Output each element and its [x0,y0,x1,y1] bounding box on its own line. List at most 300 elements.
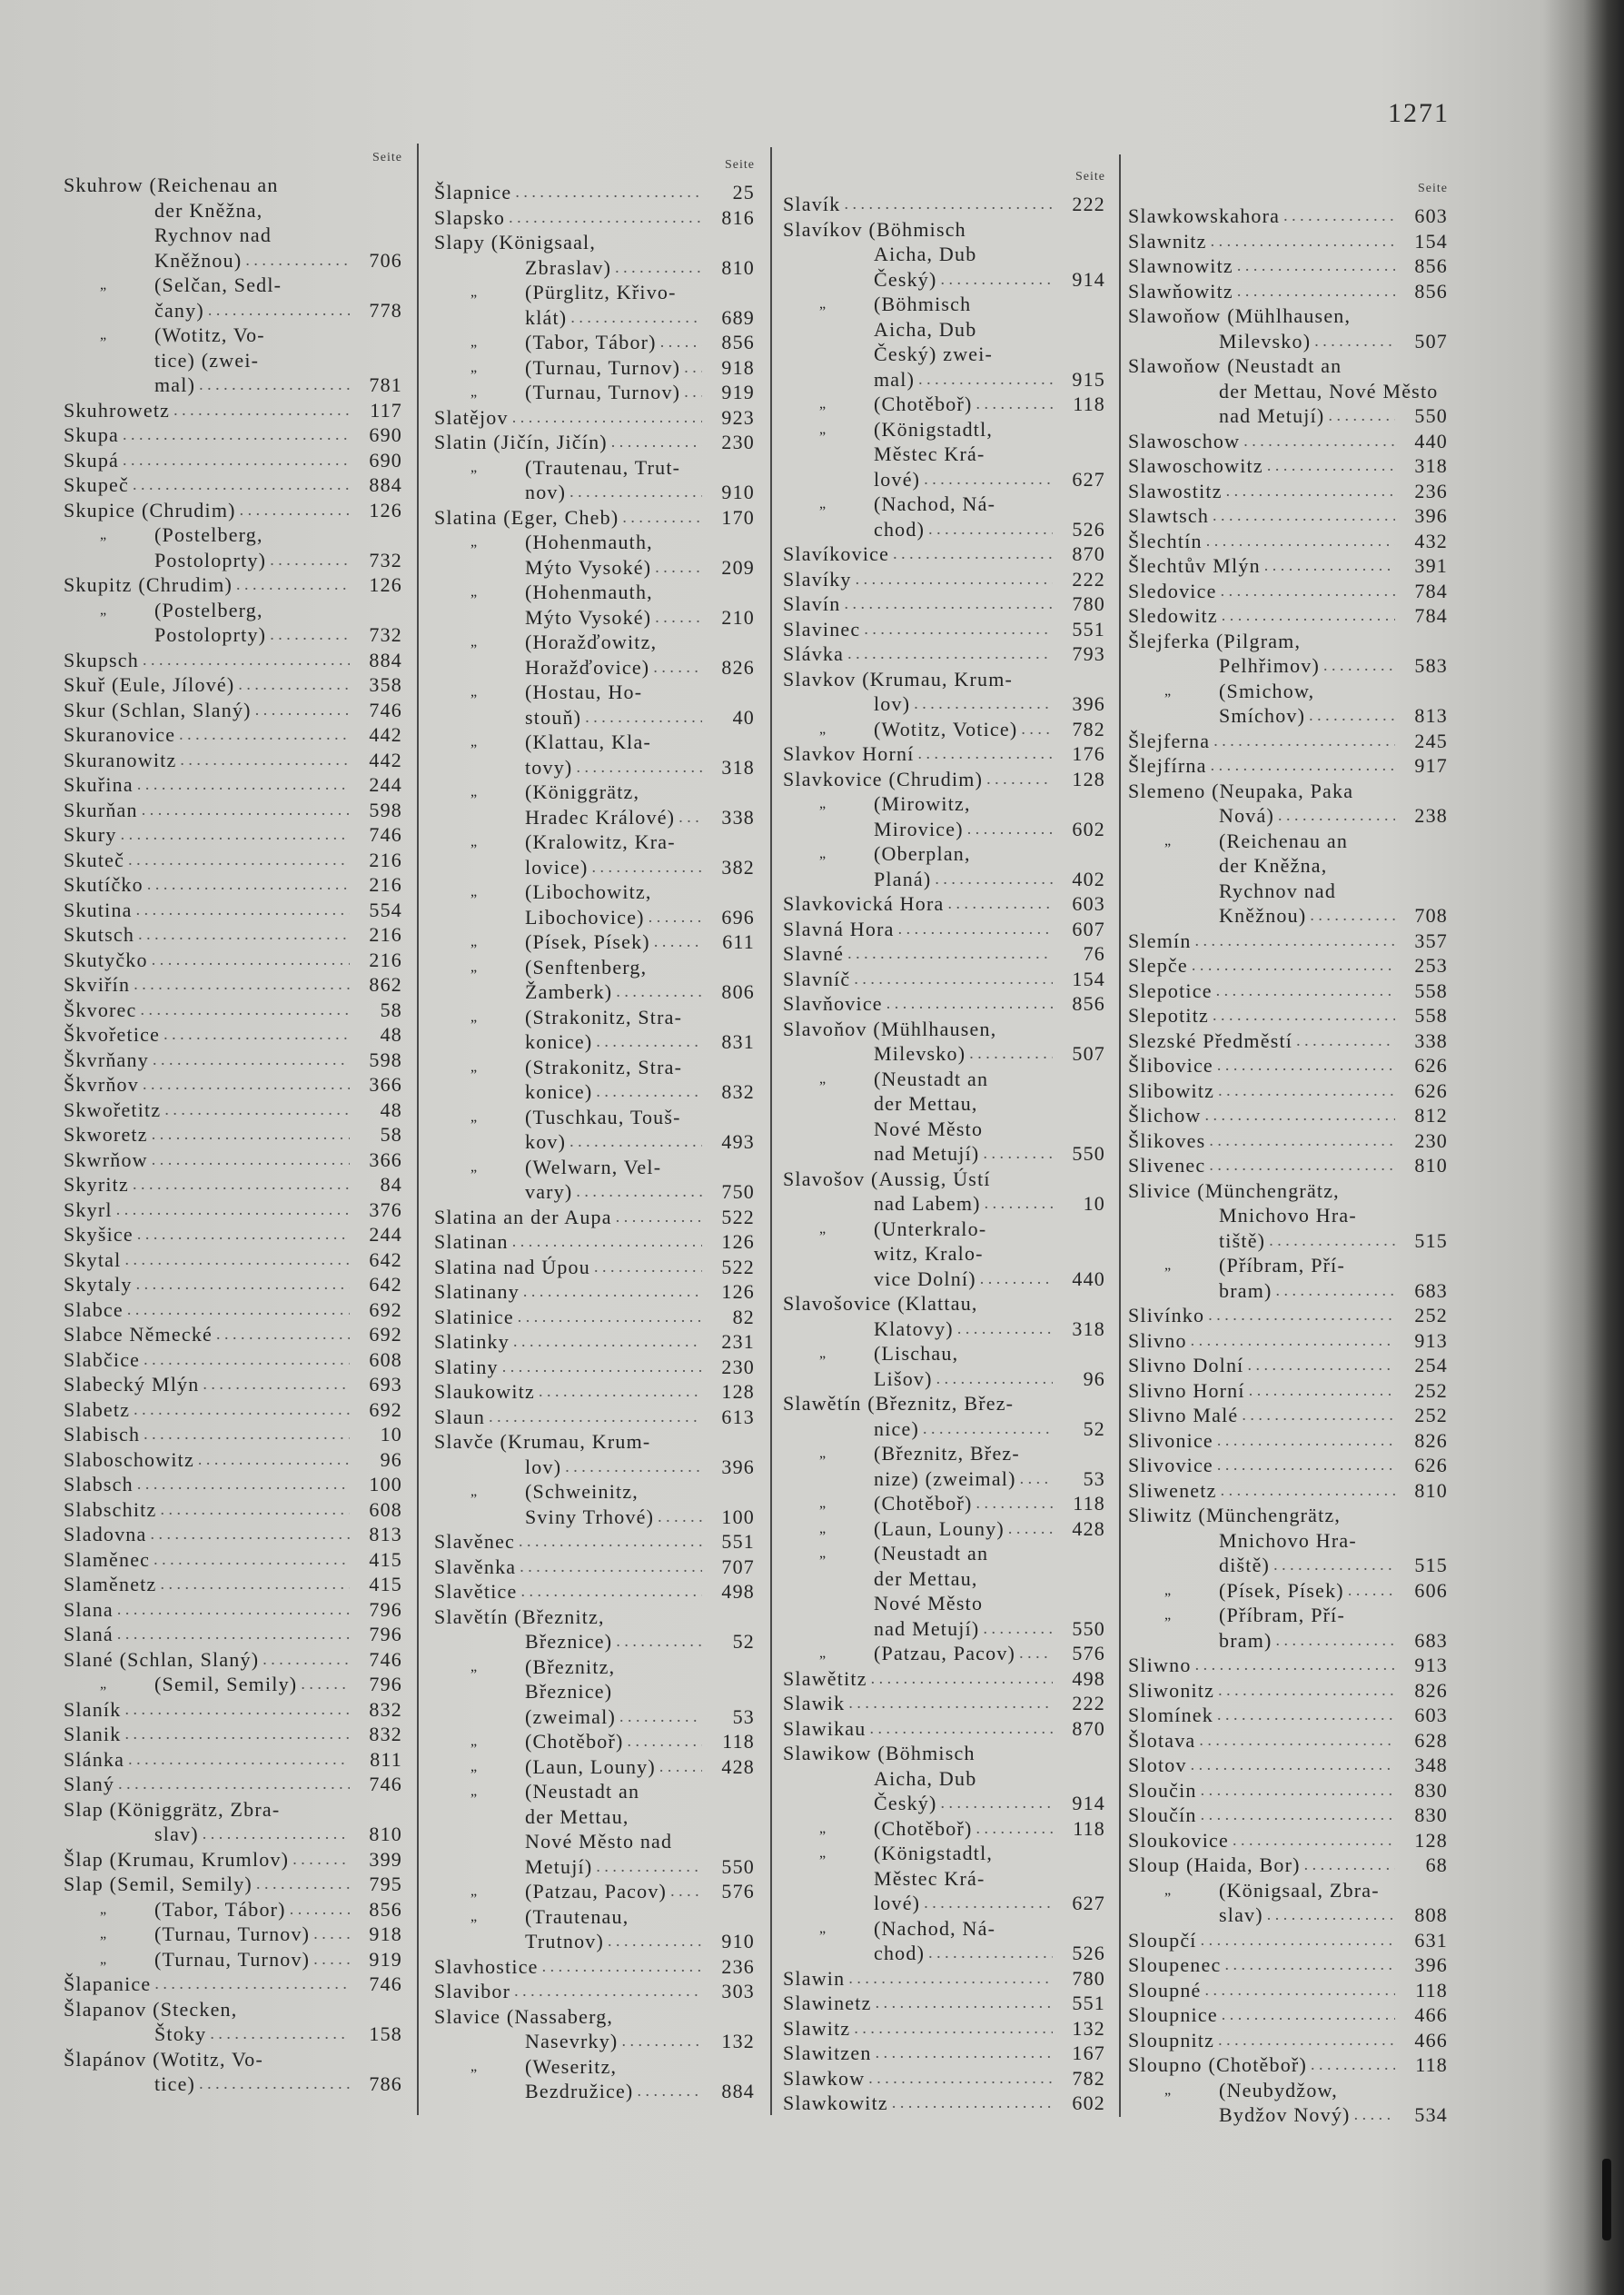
dot-leader [976,1816,1053,1842]
entry-line [783,1091,1105,1117]
entry-headword: Slabsch [64,1473,134,1495]
entry-line [783,617,1105,642]
entry-headword: Skyrl [64,1197,113,1221]
entry-line [64,398,402,423]
entry-headword: Slavkovice (Chrudim) [783,767,984,790]
index-entry [64,948,402,973]
index-entry [1128,1253,1448,1303]
entry-headword: Slavice (Nassaberg, [434,2004,614,2028]
entry-headword: Slabčice [64,1347,141,1371]
entry-headword: Slawitzen [783,2042,872,2064]
ditto-mark: „ [1164,2081,1173,2098]
entry-line [64,498,402,523]
entry-text: Městec Krá- [874,442,985,465]
entry-line [1128,803,1448,829]
page-reference: 919 [369,1947,402,1971]
entry-line [783,891,1105,917]
page-reference: 338 [721,805,755,829]
dot-leader [986,767,1053,792]
entry-headword: Slaukowitz [434,1380,535,1403]
page-reference: 550 [1072,1142,1105,1165]
entry-text: bram) [1219,1628,1272,1652]
entry-text: (Neustadt an [874,1542,989,1565]
dot-leader [1020,1466,1053,1492]
index-entry [64,1197,402,1223]
page-reference: 583 [1414,654,1448,677]
entry-headword: Slawětín (Březnitz, Břez- [783,1392,1015,1415]
entry-text: nad Metují) [874,1616,980,1640]
dot-leader [1276,1628,1395,1654]
dot-leader [520,1579,702,1605]
entry-text: lové) [874,1892,921,1914]
page-reference: 598 [369,798,402,821]
page-reference: 607 [1072,917,1105,940]
dot-leader [134,972,350,998]
page-reference: 826 [1414,1678,1448,1702]
dot-leader [969,1041,1053,1067]
entry-line [434,1779,755,1804]
page-reference: 642 [369,1247,402,1271]
index-entry [64,1772,402,1797]
entry-headword: Slivice (Münchengrätz, [1128,1178,1340,1202]
entry-line [64,1647,402,1673]
dot-leader [136,1272,350,1297]
page-reference: 919 [721,381,755,403]
entry-headword: Skuteč [64,848,125,871]
entry-headword: Slabetz [64,1397,131,1421]
dot-leader [928,1941,1053,1966]
dot-leader [136,898,350,923]
dot-leader [1237,253,1395,279]
entry-headword: Sloupné [1128,1978,1202,2002]
entry-headword: Slepče [1128,954,1188,977]
index-entry [783,1341,1105,1391]
dot-leader [520,1555,702,1580]
page-reference: 870 [1072,542,1105,565]
dot-leader [137,1222,350,1247]
entry-line [434,680,755,705]
entry-text: čany) [154,298,204,322]
entry-line [1128,453,1448,479]
entry-line [783,541,1105,567]
dot-leader [868,2066,1053,2091]
index-entry [434,2054,755,2104]
page-reference: 428 [1072,1516,1105,1540]
entry-line [783,1391,1105,1416]
entry-text: (Mirowitz, [874,792,971,815]
entry-line [783,242,1105,267]
entry-text: Březnice) [525,1680,613,1703]
entry-headword: Slavkov (Krumau, Krum- [783,667,1014,690]
ditto-mark: „ [819,1845,827,1861]
entry-text: Nasevrky) [525,2030,619,2052]
entry-headword: Sloup (Haida, Bor) [1128,1853,1301,1876]
index-entry [783,617,1105,642]
entry-text: (Weseritz, [525,2054,618,2078]
dot-leader [847,941,1053,967]
entry-line [1128,1828,1448,1853]
dot-leader [570,305,702,331]
page-reference: 856 [1072,992,1105,1015]
page-reference: 862 [369,973,402,996]
entry-line [434,1804,755,1830]
entry-text: Městec Krá- [874,1866,985,1890]
page-reference: 856 [1414,254,1448,277]
dot-leader [976,1491,1053,1516]
entry-headword: Slawnowitz [1128,254,1233,277]
ditto-mark: „ [1164,682,1173,699]
dot-leader [611,430,702,455]
index-entry [64,1172,402,1197]
index-entry [783,991,1105,1017]
entry-line [64,772,402,798]
index-entry [783,292,1105,392]
entry-headword: Skyšice [64,1223,134,1246]
entry-text: (Königstadtl, [874,417,994,441]
page-reference: 551 [721,1530,755,1553]
ditto-mark: „ [819,1495,827,1511]
entry-text: nad Metují) [1219,404,1325,427]
entry-headword: Slavkovická Hora [783,892,945,915]
dot-leader [876,1991,1053,2016]
entry-line [434,1904,755,1930]
entry-line [1128,2078,1448,2103]
index-entry [434,1779,755,1879]
index-entry [434,580,755,630]
dot-leader [154,1972,350,1997]
index-entry [783,1516,1105,1542]
entry-line [64,1397,402,1423]
index-entry [1128,1003,1448,1028]
entry-line [783,2041,1105,2066]
entry-line [1128,1078,1448,1104]
entry-headword: Slawostitz [1128,479,1223,502]
entry-line [64,1172,402,1197]
entry-text: Metují) [525,1854,593,1878]
index-entry [64,1247,402,1273]
page-reference: 167 [1072,2042,1105,2064]
dot-leader [1249,1378,1395,1404]
dot-leader [143,648,350,673]
entry-headword: Slaník [64,1697,122,1721]
entry-text: Mýto Vysoké) [525,555,652,579]
entry-text: Libochovice) [525,905,645,929]
entry-line [1128,603,1448,629]
dot-leader [144,1347,350,1373]
entry-text: (Neubydžow, [1219,2078,1338,2101]
dot-leader [1309,703,1395,729]
dot-leader [208,298,350,323]
ditto-mark: „ [470,784,479,800]
dot-leader [569,1129,702,1155]
entry-line [434,1879,755,1904]
index-entry [64,1122,402,1148]
entry-text: Aicha, Dub [874,243,977,265]
entry-line [64,1272,402,1297]
dot-leader [142,798,350,823]
index-entry [434,1055,755,1105]
entry-line [64,1747,402,1773]
page-reference: 780 [1072,1966,1105,1990]
entry-headword: Sloukovice [1128,1828,1229,1852]
entry-line [434,1929,755,1954]
entry-text: Klatovy) [874,1316,954,1340]
entry-line [783,767,1105,792]
page-reference: 917 [1414,754,1448,777]
page-reference: 209 [721,555,755,579]
entry-headword: Šlapanice [64,1972,152,1995]
dot-leader [876,2041,1053,2066]
entry-line [434,630,755,655]
entry-line [64,598,402,623]
index-entry [783,1666,1105,1692]
entry-line [783,517,1105,542]
page-reference: 812 [1414,1104,1448,1127]
entry-text: (Oberplan, [874,842,971,865]
entry-line [1128,529,1448,554]
entry-line [434,780,755,805]
entry-text: Milevsko) [1219,329,1312,353]
page-reference: 696 [721,905,755,929]
dot-leader [864,617,1053,642]
entry-headword: Sloupnice [1128,2003,1218,2026]
page-reference: 382 [721,855,755,879]
dot-leader [199,2071,350,2097]
entry-line [783,1366,1105,1392]
entry-text: (Chotěboř) [874,1816,973,1840]
entry-text: (Hohenmauth, [525,531,653,553]
entry-line [783,1067,1105,1092]
entry-line [783,1341,1105,1366]
index-entry [1128,479,1448,504]
index-entry [1128,1653,1448,1678]
dot-leader [1213,503,1395,529]
entry-line [783,1591,1105,1616]
index-entry [64,2047,402,2097]
entry-line [783,292,1105,317]
dot-leader [1209,1128,1395,1154]
page-reference: 603 [1414,204,1448,227]
entry-line [434,1829,755,1854]
entry-line [434,480,755,505]
entry-line [434,2004,755,2030]
page-reference: 692 [369,1323,402,1346]
page-reference: 923 [721,405,755,429]
entry-headword: Slawik [783,1692,846,1714]
entry-line [434,1754,755,1780]
dot-leader [133,472,350,498]
page-reference: 918 [721,355,755,379]
page-reference: 690 [369,448,402,472]
entry-line [64,672,402,698]
entry-line [783,267,1105,293]
dot-leader [615,255,702,281]
entry-line [64,698,402,723]
ditto-mark: „ [819,1645,827,1661]
entry-line [434,1229,755,1255]
index-entry [1128,579,1448,604]
page-reference: 498 [721,1580,755,1603]
dot-leader [313,1947,350,1972]
entry-line [434,1379,755,1405]
index-entry [64,1148,402,1173]
ditto-mark: „ [470,934,479,949]
entry-line [1128,1728,1448,1754]
page-reference: 84 [380,1173,402,1196]
dot-leader [936,1366,1053,1392]
entry-line [64,1372,402,1397]
index-entry [64,472,402,498]
page-reference: 254 [1414,1354,1448,1376]
dot-leader [847,641,1053,667]
entry-headword: Slavíkov (Böhmisch [783,217,966,241]
dot-leader [152,1122,350,1148]
index-entry [783,667,1105,717]
entry-text: nice) [874,1416,919,1440]
entry-text: (Chotěboř) [874,392,973,415]
dot-leader [301,1672,350,1697]
index-entry [1128,1428,1448,1454]
page-reference: 76 [1083,942,1105,965]
index-entry [1128,303,1448,353]
index-entry [783,717,1105,742]
entry-headword: Sliwno [1128,1654,1192,1676]
entry-text: Lišov) [874,1366,933,1390]
index-entry [1128,1952,1448,1978]
entry-text: Nová) [1219,804,1274,827]
entry-line [434,1255,755,1280]
index-entry [64,1022,402,1048]
entry-headword: Slavěnka [434,1555,517,1578]
entry-text: Nové Město [874,1592,984,1614]
entry-line [783,1891,1105,1916]
entry-text: (Horažďowitz, [525,631,658,653]
page-reference: 126 [721,1230,755,1253]
entry-line [783,1167,1105,1192]
entry-line [434,405,755,431]
entry-line [783,1641,1105,1666]
ditto-mark: „ [470,584,479,600]
entry-headword: Slaun [434,1405,486,1428]
entry-headword: Slavinec [783,617,861,641]
entry-text: chod) [874,517,926,541]
index-entry [64,1797,402,1847]
dot-leader [236,572,350,598]
entry-text: (Trautenau, Trut- [525,455,681,479]
entry-line [64,972,402,998]
entry-headword: Slawin [783,1966,846,1990]
entry-line [1128,1303,1448,1328]
entry-line [434,355,755,381]
dot-leader [983,1141,1053,1167]
entry-headword: Škvořetice [64,1023,161,1046]
dot-leader [871,1666,1053,1692]
dot-leader [152,948,350,973]
entry-headword: Slawoňow (Mühlhausen, [1128,304,1352,327]
entry-line [64,1922,402,1947]
dot-leader [1269,1228,1395,1254]
index-entry [1128,2078,1448,2128]
entry-headword: Skupice (Chrudim) [64,498,236,522]
dot-leader [163,1022,350,1048]
entry-line [1128,1628,1448,1654]
page-reference: 252 [1414,1404,1448,1426]
entry-text: (Tuschkau, Touš- [525,1105,681,1128]
entry-headword: Slavíkovice [783,542,890,565]
index-entry [783,492,1105,541]
entry-headword: Slawkow [783,2066,866,2090]
entry-headword: Slivno Dolní [1128,1354,1244,1376]
index-entry [434,630,755,680]
entry-headword: Skupsch [64,648,139,671]
entry-line [783,1666,1105,1692]
dot-leader [854,967,1053,992]
page-reference: 692 [369,1297,402,1321]
entry-headword: Skwrňow [64,1148,148,1171]
index-entry [783,2066,1105,2091]
entry-line [434,1579,755,1605]
dot-leader [128,1747,350,1773]
entry-headword: Sliwitz (Münchengrätz, [1128,1504,1342,1526]
entry-headword: Šlechtův Mlýn [1128,554,1261,577]
index-entry [64,498,402,523]
entry-text: Aicha, Dub [874,1766,977,1790]
entry-line [1128,1428,1448,1454]
entry-text: (Patzau, Pacov) [874,1642,1016,1664]
index-entry [64,1397,402,1423]
page-reference: 598 [369,1048,402,1071]
ditto-mark: „ [470,834,479,849]
entry-headword: Skutyčko [64,948,148,971]
entry-headword: Slivno [1128,1328,1187,1352]
entry-text: (Welwarn, Vel- [525,1155,662,1178]
page-reference: 231 [721,1330,755,1353]
entry-line [434,1455,755,1480]
index-entry [64,672,402,698]
entry-line [64,1247,402,1273]
ditto-mark: „ [819,1545,827,1561]
entry-headword: Skury [64,823,117,846]
ditto-mark: „ [819,1220,827,1237]
entry-text: der Kněžna, [154,198,263,222]
entry-line [64,1872,402,1897]
dot-leader [216,1322,350,1347]
index-entry [64,1497,402,1523]
dot-leader [596,1854,702,1880]
dot-leader [848,1691,1053,1716]
entry-line [1128,1053,1448,1078]
entry-text: Žamberk) [525,980,613,1003]
entry-text: Český) zwei- [874,343,994,365]
entry-line [1128,303,1448,329]
index-entry [783,1691,1105,1716]
index-entry [1128,1128,1448,1154]
column-divider [417,144,419,2115]
entry-line [1128,2052,1448,2078]
page-reference: 432 [1414,529,1448,552]
index-entry [1128,553,1448,579]
entry-line [64,1048,402,1073]
entry-headword: Slaměnetz [64,1573,157,1595]
index-entry [64,1347,402,1373]
entry-text: (Písek, Písek) [1219,1578,1344,1602]
ditto-mark: „ [100,1901,108,1917]
index-entry [783,1991,1105,2016]
ditto-mark: „ [470,884,479,899]
dot-leader [1247,1353,1395,1378]
entry-text: Aicha, Dub [874,317,977,341]
page-reference: 856 [369,1897,402,1921]
